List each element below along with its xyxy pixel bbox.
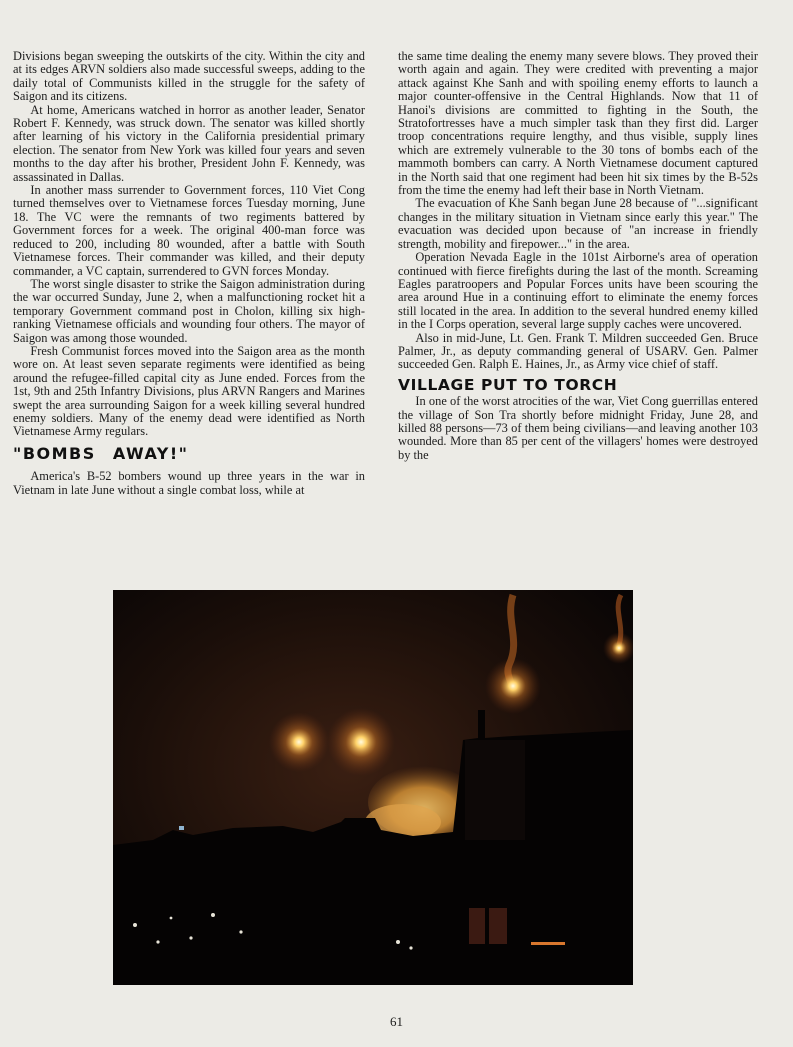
paragraph: America's B-52 bombers wound up three years in the war in Vietnam in late June without a single combat loss, while at (13, 469, 365, 497)
paragraph: Operation Nevada Eagle in the 101st Airborne's area of operation continued with fierce firefights during the last of the month. Screaming Eagles paratroopers and Popular Forces units have been scouring the area around Hue in a continuing effort to eliminate the enemy forces still located in the area. In addition to the several hundred enemy killed in the I Corps operation, several large supply caches were uncovered. (398, 250, 758, 332)
paragraph: Fresh Communist forces moved into the Saigon area as the month wore on. At least seven separate regiments were identified as being around the refugee-filled capital city as June ended. Forces from the 1st, 9th and 25th Infantry Divisions, plus ARVN Rangers and Marines swept the area surrounding Saigon for a week killing several hundred enemy soldiers. Many of the enemy dead were identified as North Vietnamese Army regulars. (13, 343, 365, 439)
paragraph: the same time dealing the enemy many severe blows. They proved their worth again and again. They were credited with preventing a major attack against Khe Sanh and with spoiling enemy efforts to launch a major counter-offensive in the Central Highlands. Now that 11 of Hanoi's divisions are committed to fighting in the South, the Stratofortresses have a much simpler task than they first did. Larger troop concentrations require lengthy, and thus visible, supply lines which are extremely vulnerable to the 30 tons of bombs each of the mammoth bombers can carry. A North Vietnamese document captured in the North said that one regiment had been hit six times by the B-52s from the time the enemy had left their base in North Vietnam. (398, 49, 758, 198)
paragraph: The worst single disaster to strike the Saigon administration during the war occurred Sunday, June 2, when a malfunctioning rocket hit a temporary Government command post in Cholon, killing six high-ranking Vietnamese officials and wounding four others. The mayor of Saigon was among those wounded. (13, 276, 365, 345)
section-heading-village-put-to-torch: VILLAGE PUT TO TORCH (398, 375, 618, 394)
night-flares-photo (113, 590, 633, 985)
left-text-column (13, 50, 365, 497)
paragraph: In one of the worst atrocities of the war, Viet Cong guerrillas entered the village of Son Tra shortly before midnight Friday, June 28, and killed 88 persons—73 of them being civilians—and leaving another 103 wounded. More than 85 per cent of the villagers' homes were destroyed by the (398, 394, 758, 462)
paragraph: At home, Americans watched in horror as another leader, Senator Robert F. Kennedy, was struck down. The senator was killed shortly after learning of his victory in the California presidential primary election. The senator from New York was killed four years and seven months to the day after his brother, President John F. Kennedy, was assassinated in Dallas. (13, 102, 365, 184)
paragraph: Divisions began sweeping the outskirts of the city. Within the city and at its edges ARVN soldiers also made successful sweeps, adding to the daily total of Communists killed in the struggle for the safety of Saigon and its citizens. (13, 49, 365, 104)
section-heading-bombs-away: "BOMBS AWAY!" (13, 443, 189, 463)
paragraph: The evacuation of Khe Sanh began June 28 because of "...significant changes in the military situation in Vietnam since early this year." The evacuation was decided upon because of "an increase in friendly strength, mobility and firepower..." in the area. (398, 196, 758, 251)
page-number: 61 (390, 1014, 403, 1029)
right-text-column (398, 50, 758, 462)
paragraph: In another mass surrender to Government forces, 110 Viet Cong turned themselves over to Vietnamese forces Tuesday morning, June 18. The VC were the remnants of two regiments battered by Government forces for a week. The original 400-man force was reduced to 200, including 80 wounded, after a battle with South Vietnamese forces. Their commander was killed, and their deputy commander, a VC captain, surrendered to GVN forces Monday. (13, 183, 365, 278)
paragraph: Also in mid-June, Lt. Gen. Frank T. Mildren succeeded Gen. Bruce Palmer, Jr., as deputy commanding general of USARV. Gen. Palmer succeeded Gen. Ralph E. Haines, Jr., as Army vice chief of staff. (398, 330, 758, 372)
